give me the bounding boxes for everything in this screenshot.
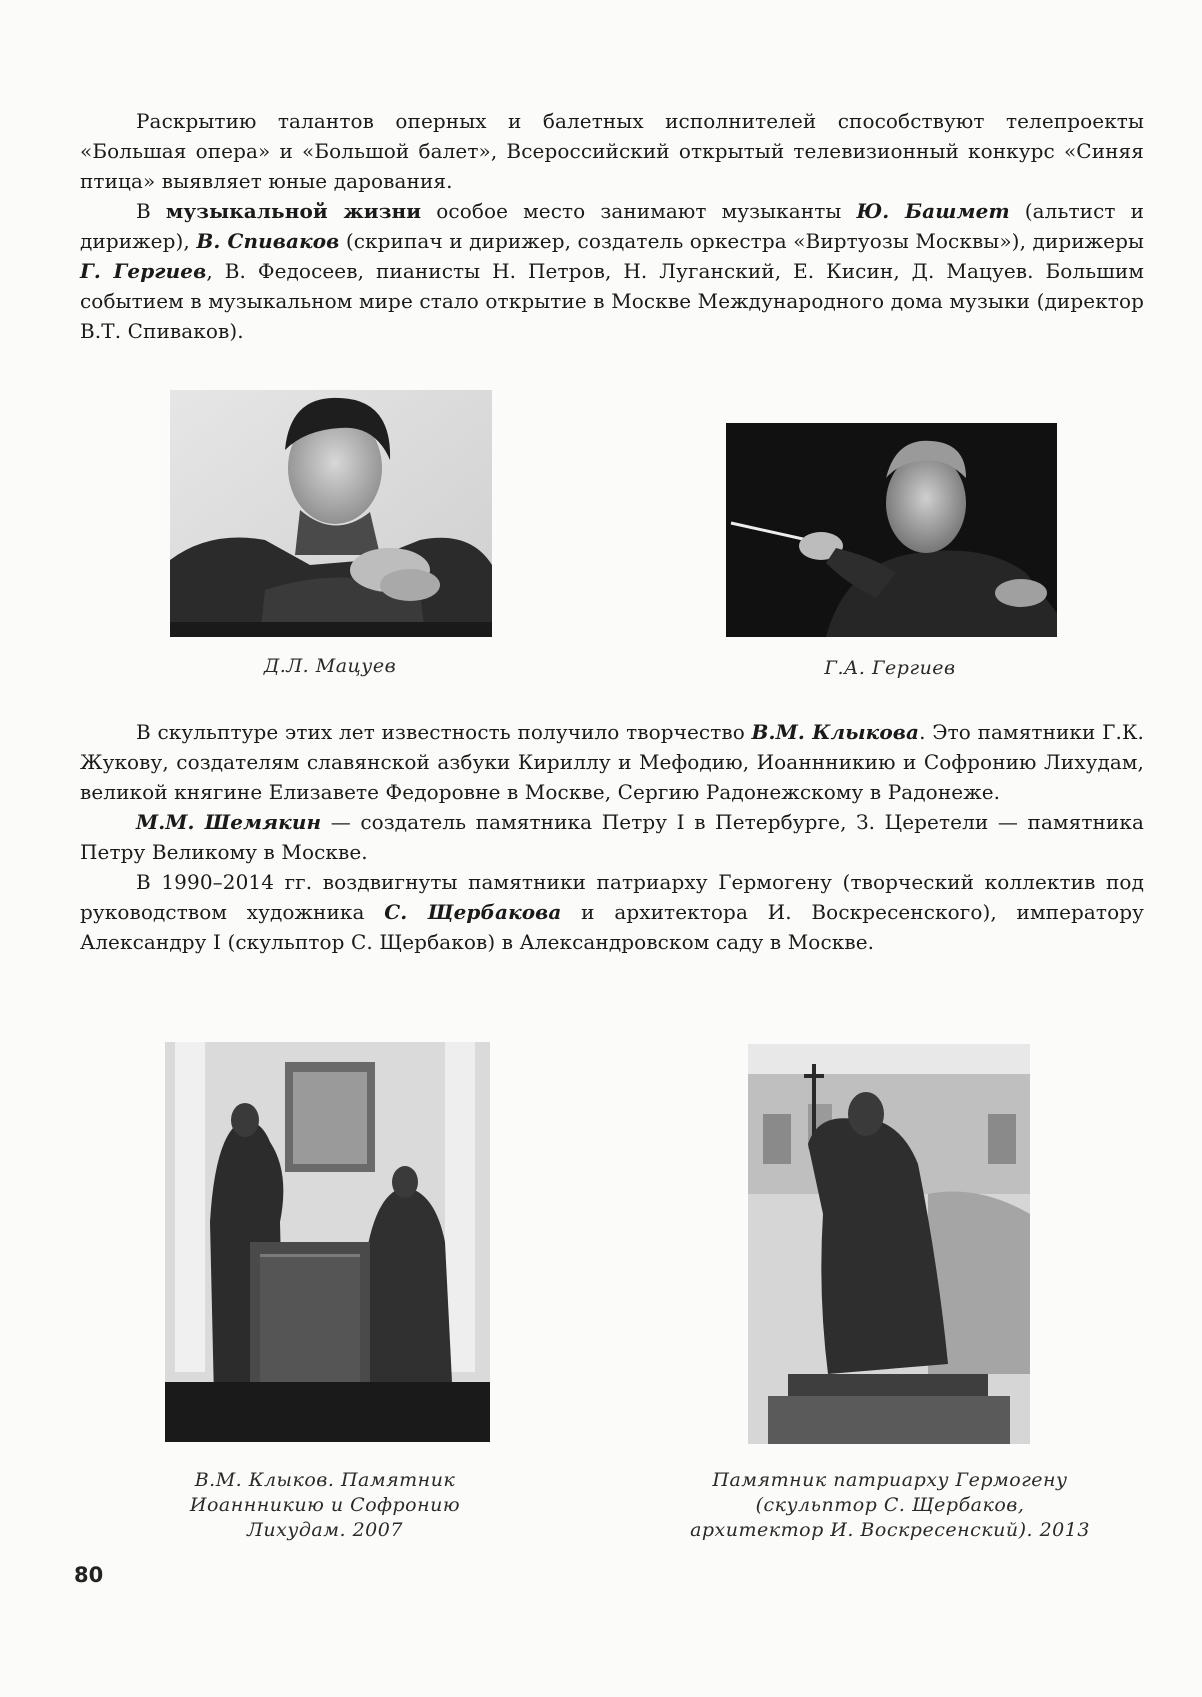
caption-likhudy-line3: Лихудам. 2007 (247, 1519, 403, 1541)
paragraph-shemyakin: М.М. Шемякин — создатель памятника Петру I в Петербурге, З. Церетели — памятника Петру Великому в Москве. (80, 810, 1144, 864)
intro-text (80, 106, 1144, 346)
sculpture-text (80, 717, 1144, 957)
caption-gergiev: Г.А. Гергиев (824, 657, 956, 679)
paragraph-klykov: В скульптуре этих лет известность получило творчество В.М. Клыкова. Это памятники Г.К. Жукову, создателям славянской азбуки Кириллу и Мефодию, Иоаннникию и Софронию Лихудам, великой княгине Елизавете Федоровне в Москве, Сергию Радонежскому в Радонеже. (80, 720, 1144, 804)
photo-matsuev (170, 390, 492, 637)
caption-likhudy (160, 1468, 490, 1543)
paragraph-monuments: В 1990–2014 гг. воздвигнуты памятники патриарху Гермогену (творческий коллектив под руководством художника С. Щербакова и архитектора И. Воскресенского), императору Александру I (скульптор С. Щербаков) в Александровском саду в Москве. (80, 870, 1145, 954)
caption-germogen-line3: архитектор И. Воскресенский). 2013 (690, 1519, 1090, 1541)
page-number: 80 (74, 1563, 104, 1587)
caption-likhudy-line2: Иоаннникию и Софронию (189, 1494, 461, 1516)
photo-gergiev (726, 423, 1057, 637)
photo-germogen-monument (748, 1044, 1030, 1444)
photo-likhudy-monument (165, 1042, 490, 1442)
caption-germogen-line1: Памятник патриарху Гермогену (712, 1469, 1068, 1491)
paragraph-tv-projects: Раскрытию талантов оперных и балетных исполнителей способствуют телепроекты «Большая опера» и «Большой балет», Всероссийский открытый телевизионный конкурс «Синяя птица» выявляет юные дарования. (80, 109, 1144, 193)
caption-germogen-line2: (скульптор С. Щербаков, (755, 1494, 1025, 1516)
caption-germogen (690, 1468, 1090, 1543)
paragraph-music-life: В музыкальной жизни особое место занимают музыканты Ю. Башмет (альтист и дирижер), В. Спиваков (скрипач и дирижер, создатель оркестра «Виртуозы Москвы»), дирижеры Г. Гергиев, В. Федосеев, пианисты Н. Петров, Н. Луганский, Е. Кисин, Д. Мацуев. Большим событием в музыкальном мире стало открытие в Москве Международного дома музыки (директор В.Т. Спиваков). (80, 199, 1145, 343)
caption-matsuev: Д.Л. Мацуев (263, 655, 397, 677)
caption-likhudy-line1: В.М. Клыков. Памятник (194, 1469, 456, 1491)
